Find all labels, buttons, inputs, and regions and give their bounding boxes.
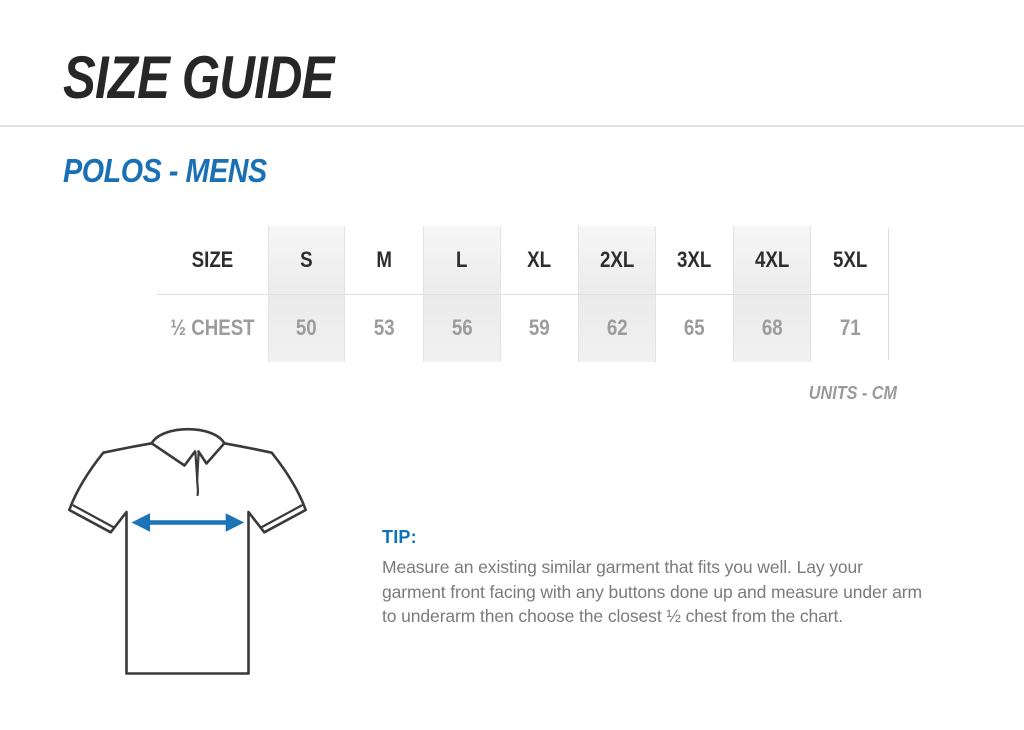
half-chest-value: 65 <box>684 315 705 340</box>
section-title: POLOS - MENS <box>63 152 267 189</box>
size-table-label-column <box>157 226 268 362</box>
half-chest-value: 53 <box>373 315 395 340</box>
size-column-s <box>268 226 346 362</box>
size-header: XL <box>527 247 552 272</box>
tip-body-text: Measure an existing similar garment that fits you well. Lay your garment front facing with any buttons done up and measure under arm to underarm then choose the closest ½ chest from the chart. <box>382 557 923 626</box>
size-header: 3XL <box>677 247 712 272</box>
size-column-4xl <box>733 226 811 362</box>
size-header: L <box>456 247 468 272</box>
polo-collar-back <box>152 429 225 443</box>
size-column-2xl <box>578 226 656 362</box>
size-column-m <box>345 226 423 362</box>
table-header-size: SIZE <box>191 247 234 272</box>
size-header: 2XL <box>599 247 635 272</box>
size-header: 5XL <box>832 247 867 272</box>
polo-shirt-illustration <box>60 415 340 695</box>
half-chest-value: 50 <box>296 315 317 340</box>
size-column-3xl <box>656 226 734 362</box>
table-row-label-half-chest: ½ CHEST <box>170 315 255 340</box>
size-header: S <box>300 247 313 272</box>
title-divider <box>0 125 1024 127</box>
half-chest-value: 71 <box>839 315 861 340</box>
tip-heading: TIP: <box>382 527 417 547</box>
polo-outline <box>69 443 305 673</box>
page-title: SIZE GUIDE <box>63 44 334 111</box>
half-chest-value: 68 <box>761 315 783 340</box>
size-column-l <box>423 226 501 362</box>
size-column-5xl <box>811 226 889 362</box>
units-label: UNITS - CM <box>808 383 897 403</box>
size-header: M <box>376 247 392 272</box>
size-header: 4XL <box>754 247 790 272</box>
size-table <box>157 226 889 362</box>
half-chest-value: 62 <box>606 315 628 340</box>
half-chest-value: 56 <box>451 315 473 340</box>
size-column-xl <box>501 226 579 362</box>
tip-block <box>382 527 927 629</box>
half-chest-value: 59 <box>528 315 550 340</box>
